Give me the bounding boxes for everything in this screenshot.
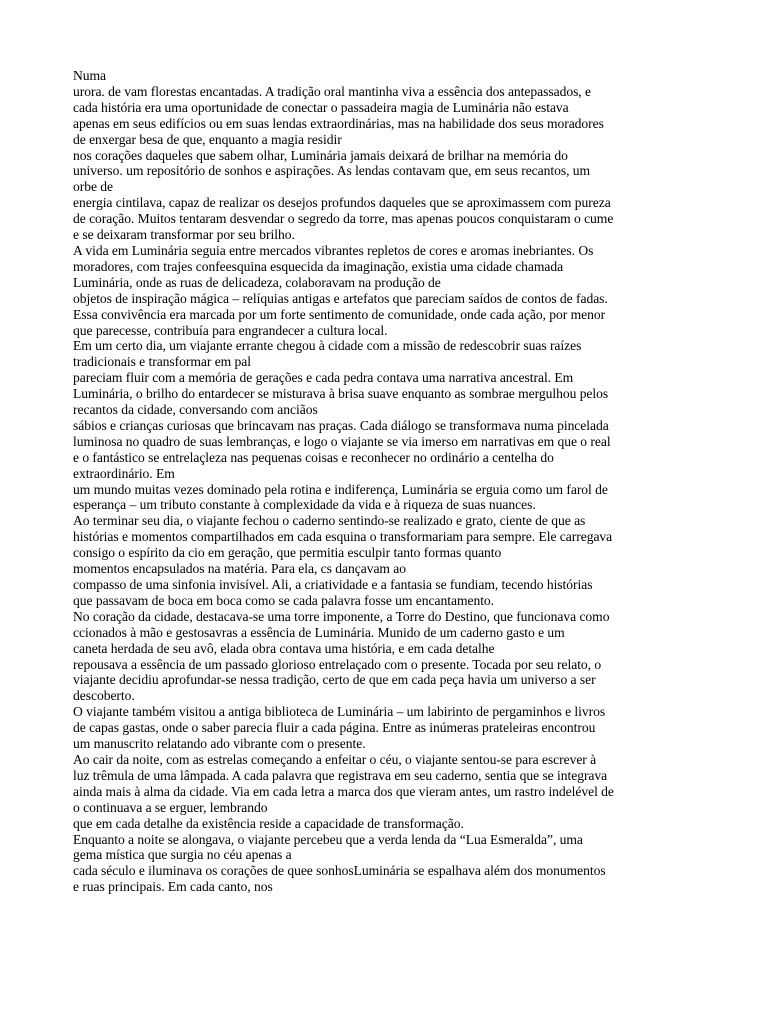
text-line: e ruas principais. Em cada canto, nos	[73, 879, 273, 895]
text-line: sábios e crianças curiosas que brincavam nas praças. Cada diálogo se transformava numa pincelada	[73, 417, 609, 433]
text-line: Em um certo dia, um viajante errante chegou à cidade com a missão de redescobrir suas raízes	[73, 338, 582, 354]
text-line: caneta herdada de seu avô, elada obra contava uma história, e em cada detalhe	[73, 640, 495, 656]
text-line: orbe de	[73, 179, 114, 195]
text-line: objetos de inspiração mágica – relíquias antigas e artefatos que pareciam saídos de contos de fadas.	[73, 290, 608, 306]
text-line: gema mística que surgia no céu apenas a	[73, 847, 292, 863]
text-line: Numa	[73, 68, 107, 83]
text-line: apenas em seus edifícios ou em suas lendas extraordinárias, mas na habilidade dos seus moradores	[73, 115, 604, 131]
text-line: compasso de uma sinfonia invisível. Ali, a criatividade e a fantasia se fundiam, tecendo histórias	[73, 577, 593, 592]
text-line: de capas gastas, onde o saber parecia fluir a cada página. Entre as inúmeras prateleiras encontrou	[73, 720, 596, 736]
text-line: um mundo muitas vezes dominado pela rotina e indiferença, Luminária se erguia como um farol de	[73, 481, 608, 497]
text-line: luminosa no quadro de suas lembranças, e logo o viajante se via imerso em narrativas em que o real	[73, 433, 611, 449]
text-line: nos corações daqueles que sabem olhar, Luminária jamais deixará de brilhar na memória do	[73, 147, 568, 163]
text-line: consigo o espírito da cio em geração, que permitia esculpir tanto formas quanto	[73, 545, 502, 561]
text-line: moradores, com trajes confeesquina esquecida da imaginação, existia uma cidade chamada	[73, 258, 564, 274]
text-line: cada história era uma oportunidade de conectar o passadeira magia de Luminária não estava	[73, 99, 569, 115]
text-line: luz trêmula de uma lâmpada. A cada palavra que registrava em seu caderno, sentia que se integrava	[73, 767, 608, 783]
text-line: No coração da cidade, destacava-se uma torre imponente, a Torre do Destino, que funcionava como	[73, 608, 610, 624]
text-line: momentos encapsulados na matéria. Para ela, cs dançavam ao	[73, 561, 407, 577]
text-line: Luminária, onde as ruas de delicadeza, colaboravam na produção de	[73, 274, 441, 290]
text-line: extraordinário. Em	[73, 465, 175, 481]
text-line: de enxergar besa de que, enquanto a magia residir	[73, 131, 342, 147]
text-line: histórias e momentos compartilhados em cada esquina o transformariam para sempre. Ele carregava	[73, 529, 613, 545]
text-line: tradicionais e transformar em pal	[73, 354, 252, 370]
text-line: o continuava a se erguer, lembrando	[73, 799, 268, 815]
text-line: Luminária, o brilho do entardecer se misturava à brisa suave enquanto as sombrae mergulhou pelos	[73, 386, 609, 402]
text-line: que em cada detalhe da existência reside a capacidade de transformação.	[73, 815, 464, 831]
text-line: repousava a essência de um passado glorioso entrelaçado com o presente. Tocada por seu relato, o	[73, 656, 602, 672]
text-line: O viajante também visitou a antiga biblioteca de Luminária – um labirinto de pergaminhos e livros	[73, 704, 606, 720]
text-line: e se deixaram transformar por seu brilho.	[73, 227, 295, 243]
text-line: viajante decidiu aprofundar-se nessa tradição, certo de que em cada peça havia um universo a ser	[73, 672, 596, 688]
text-line: pareciam fluir com a memória de gerações e cada pedra contava uma narrativa ancestral. Em	[73, 370, 574, 386]
document-body	[73, 68, 705, 895]
text-line: A vida em Luminária seguia entre mercados vibrantes repletos de cores e aromas inebriantes. Os	[73, 242, 594, 258]
text-line: Enquanto a noite se alongava, o viajante percebeu que a verda lenda da “Lua Esmeralda”, uma	[73, 831, 583, 847]
text-line: Ao cair da noite, com as estrelas começando a enfeitar o céu, o viajante sentou-se para escrever à	[73, 751, 597, 767]
text-line: ccionados à mão e gestosavras a essência de Luminária. Munido de um caderno gasto e um	[73, 624, 565, 640]
text-line: cada século e iluminava os corações de quee sonhosLuminária se espalhava além dos monumentos	[73, 863, 606, 879]
text-line: um manuscrito relatando ado vibrante com o presente.	[73, 736, 366, 752]
text-line: que passavam de boca em boca como se cada palavra fosse um encantamento.	[73, 592, 495, 608]
text-line: e o fantástico se entrelaçleza nas pequenas coisas e reconhecer no ordinário a centelha do	[73, 449, 554, 465]
text-line: de coração. Muitos tentaram desvendar o segredo da torre, mas apenas poucos conquistaram o cume	[73, 211, 614, 227]
text-line: universo. um repositório de sonhos e aspirações. As lendas contavam que, em seus recantos, um	[73, 163, 591, 179]
text-line: esperança – um tributo constante à complexidade da vida e à riqueza de suas nuances.	[73, 497, 536, 513]
text-line: Essa convivência era marcada por um forte sentimento de comunidade, onde cada ação, por menor	[73, 306, 606, 322]
text-line: descoberto.	[73, 688, 135, 704]
text-line: ainda mais à alma da cidade. Via em cada letra a marca dos que vieram antes, um rastro indelével de	[73, 783, 614, 799]
text-line: que parecesse, contribuía para engrandecer a cultura local.	[73, 322, 388, 338]
text-line: energia cintilava, capaz de realizar os desejos profundos daqueles que se aproximassem com pureza	[73, 195, 611, 211]
text-line: Ao terminar seu dia, o viajante fechou o caderno sentindo-se realizado e grato, ciente de que as	[73, 513, 586, 529]
text-line: urora. de vam florestas encantadas. A tradição oral mantinha viva a essência dos antepassados, e	[73, 83, 591, 99]
text-line: recantos da cidade, conversando com anciãos	[73, 402, 318, 418]
